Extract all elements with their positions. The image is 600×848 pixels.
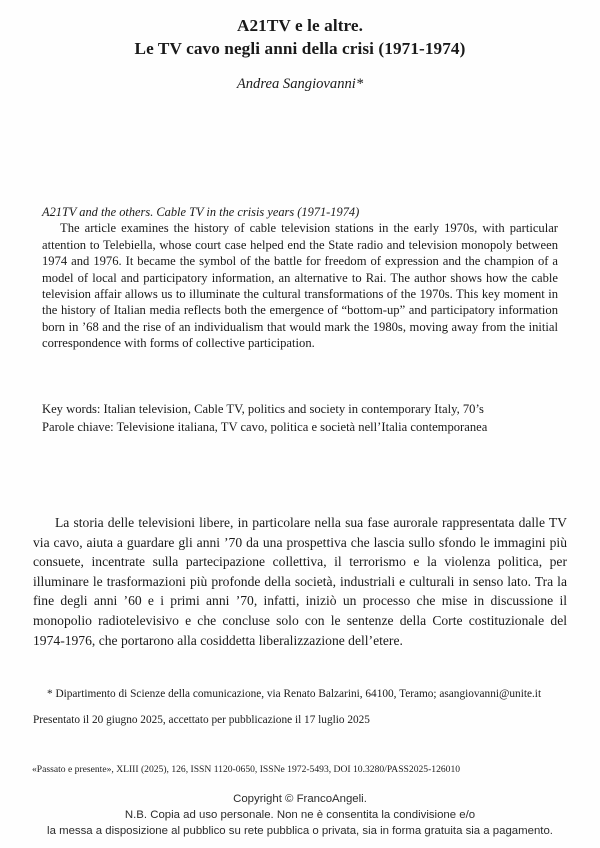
keywords-english: Key words: Italian television, Cable TV, politics and society in contemporary Italy, 70’s (42, 402, 484, 416)
body-paragraph: La storia delle televisioni libere, in particolare nella sua fase aurorale rappresentata dalle TV via cavo, aiuta a guardare gli anni ’70 da una prospettiva che lascia sullo sfondo le immagini più consuete, incentrate sulla partecipazione collettiva, il terrorismo e la violenza politica, per illuminare le trasformazioni più profonde della società, industriali e culturali in senso lato. Tra la fine degli anni ’60 e i primi anni ’70, infatti, iniziò un processo che mise in discussione il monopolio radiotelevisivo e che concluse solo con le sentenze della Corte costituzionale del 1974-1976, che portarono alla cosiddetta liberalizzazione dell’etere. (33, 515, 567, 648)
journal-citation: «Passato e presente», XLIII (2025), 126, ISSN 1120-0650, ISSNe 1972-5493, DOI 10.3280/PASS2025-126010 (32, 764, 461, 775)
keywords-italian: Parole chiave: Televisione italiana, TV cavo, politica e società nell’Italia contemporanea (42, 420, 488, 435)
keywords-section (42, 401, 558, 436)
article-title (0, 14, 600, 60)
copyright-notice (0, 791, 600, 840)
author-byline: Andrea Sangiovanni* (236, 76, 364, 92)
copyright-line-3: la messa a disposizione al pubblico su rete pubblica o privata, sia in forma gratuita sia a pagamento. (47, 825, 553, 838)
copyright-line-1: Copyright © FrancoAngeli. (233, 793, 367, 805)
copyright-line-2: N.B. Copia ad uso personale. Non ne è consentita la condivisione e/o (124, 809, 476, 822)
title-line-1: A21TV e le altre. (236, 16, 364, 35)
footnote-affiliation: * Dipartimento di Scienze della comunicazione, via Renato Balzarini, 64100, Teramo; asangiovanni@unite.it (47, 688, 542, 700)
footnote-submission-dates: Presentato il 20 giugno 2025, accettato per pubblicazione il 17 luglio 2025 (33, 713, 370, 726)
abstract-english-title: A21TV and the others. Cable TV in the crisis years (1971-1974) (42, 205, 360, 219)
title-line-2: Le TV cavo negli anni della crisi (1971-1974) (134, 39, 466, 58)
abstract-text: The article examines the history of cable television stations in the early 1970s, with particular attention to Telebiella, whose court case helped end the State radio and television monopoly between 1974 and 1976. It became the symbol of the battle for freedom of expression and the champion of a model of local and participatory information, an alternative to Rai. The author shows how the cable television affair allows us to illuminate the cultural transformations of the 1970s. This key moment in the history of Italian media reflects both the emergence of “bottom-up” and participatory information born in ’68 and the rise of an individualism that would mark the 1980s, moving away from the initial correspondence with forms of collective participation. (42, 221, 558, 351)
abstract-section (42, 204, 558, 352)
footnote-section (33, 687, 567, 727)
